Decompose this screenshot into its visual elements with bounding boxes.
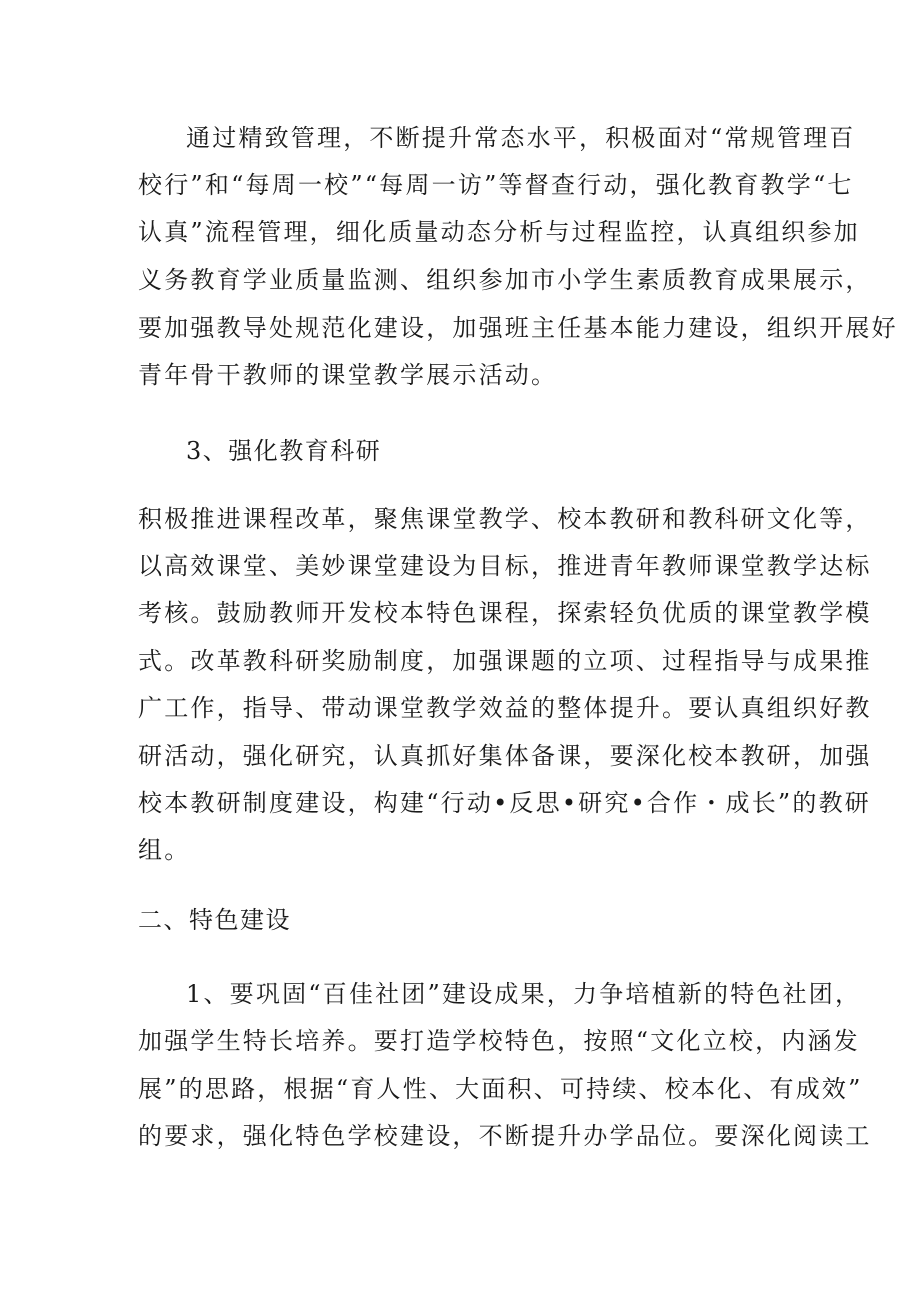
section-heading-feature-building: 二、特色建设 (138, 906, 291, 934)
paragraph-1-line-5: 要加强教导处规范化建设，加强班主任基本能力建设，组织开展好 (138, 314, 898, 342)
paragraph-2-line-5: 广工作，指导、带动课堂教学效益的整体提升。要认真组织好教 (138, 694, 872, 722)
section-heading-strengthen-research: 3、强化教育科研 (186, 437, 382, 465)
paragraph-2-line-3: 考核。鼓励教师开发校本特色课程，探索轻负优质的课堂教学模 (138, 599, 872, 627)
paragraph-3-line-1: 1、要巩固“百佳社团”建设成果，力争培植新的特色社团， (186, 980, 862, 1008)
paragraph-1-line-1: 通过精致管理，不断提升常态水平，积极面对“常规管理百 (186, 124, 856, 152)
paragraph-2-line-6: 研活动，强化研究，认真抓好集体备课，要深化校本教研，加强 (138, 742, 872, 770)
paragraph-3-line-3: 展”的思路，根据“育人性、大面积、可持续、校本化、有成效” (138, 1075, 863, 1103)
paragraph-3-line-2: 加强学生特长培养。要打造学校特色，按照“文化立校，内涵发 (138, 1027, 860, 1055)
paragraph-1-line-2: 校行”和“每周一校”“每周一访”等督查行动，强化教育教学“七 (138, 171, 854, 199)
paragraph-2-line-2: 以高效课堂、美妙课堂建设为目标，推进青年教师课堂教学达标 (138, 552, 872, 580)
paragraph-2-line-8: 组。 (138, 836, 191, 864)
paragraph-1-line-6: 青年骨干教师的课堂教学展示活动。 (138, 361, 558, 389)
paragraph-2-line-4: 式。改革教科研奖励制度，加强课题的立项、过程指导与成果推 (138, 647, 872, 675)
paragraph-2-line-7: 校本教研制度建设，构建“行动•反思•研究•合作・成长”的教研 (138, 789, 872, 817)
paragraph-2-line-1: 积极推进课程改革，聚焦课堂教学、校本教研和教科研文化等， (138, 505, 872, 533)
paragraph-1-line-4: 义务教育学业质量监测、组织参加市小学生素质教育成果展示， (138, 266, 872, 294)
paragraph-1-line-3: 认真”流程管理，细化质量动态分析与过程监控，认真组织参加 (138, 218, 860, 246)
paragraph-3-line-4: 的要求，强化特色学校建设，不断提升办学品位。要深化阅读工 (138, 1122, 872, 1150)
